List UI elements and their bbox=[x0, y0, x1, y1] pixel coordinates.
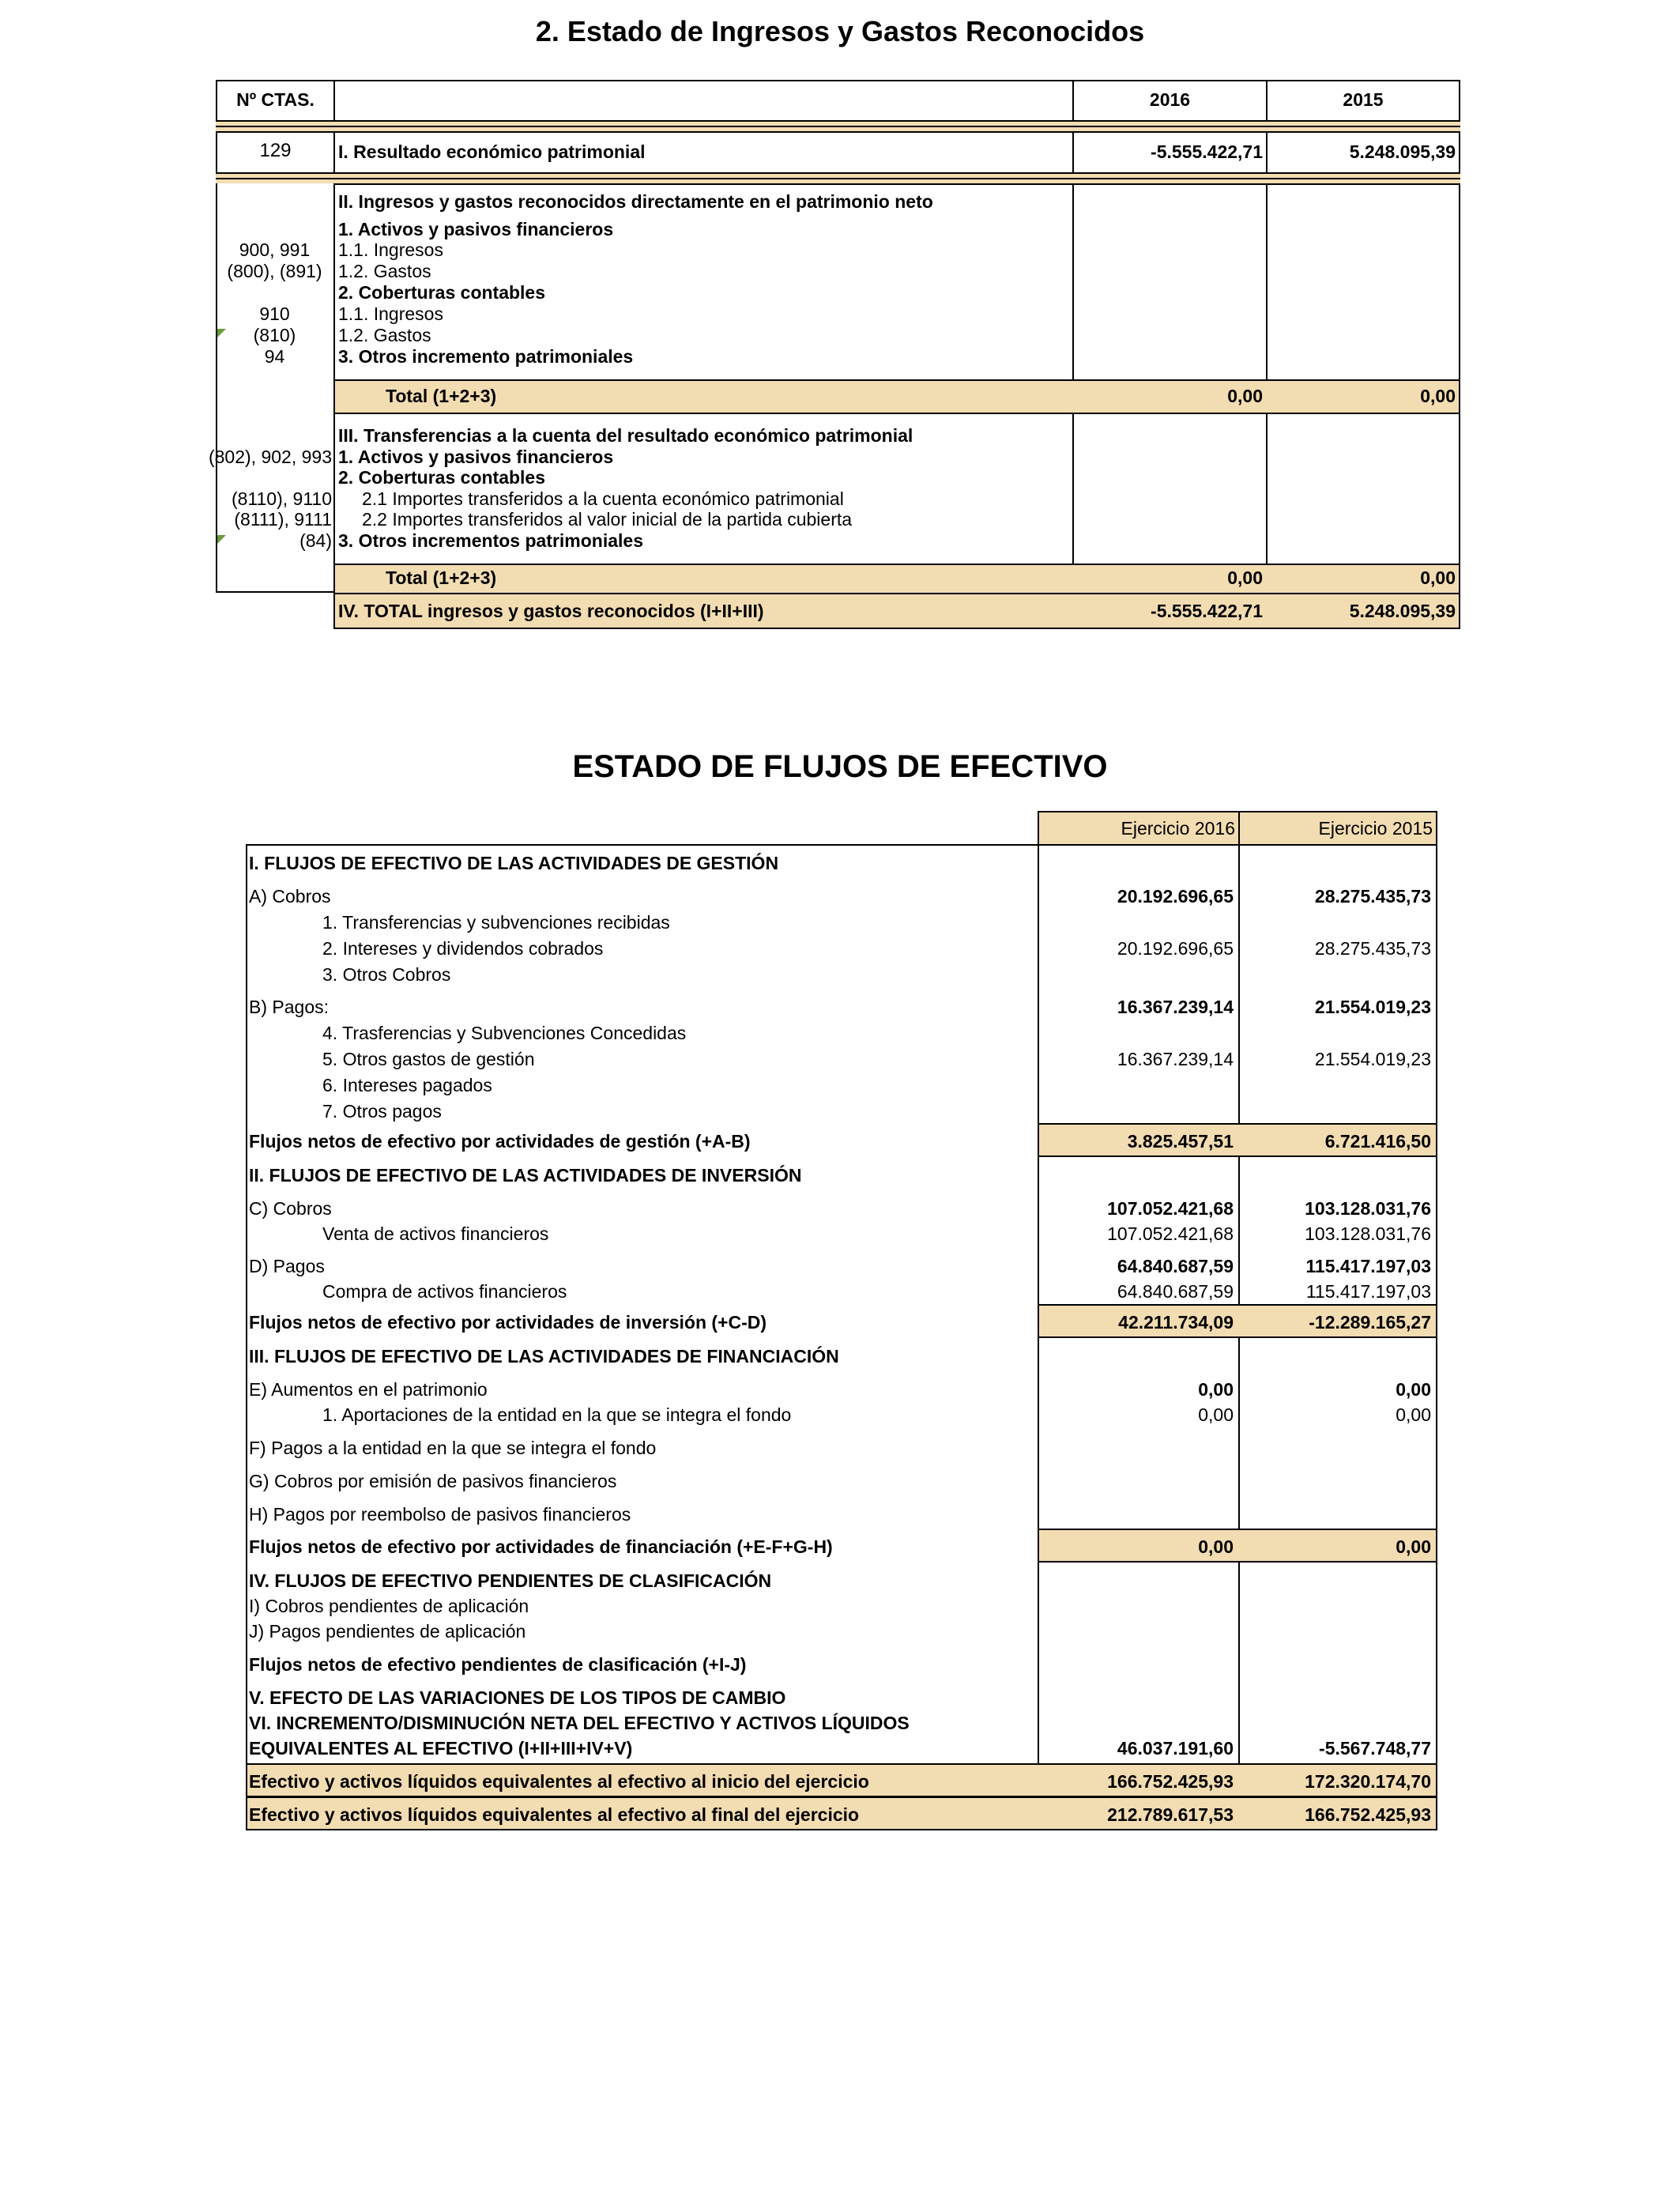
flow-row-label: Flujos netos de efectivo por actividades de inversión (+C-D) bbox=[249, 1312, 767, 1333]
flow-row-2015: 166.752.425,93 bbox=[1305, 1804, 1431, 1825]
flow-row-label: IV. FLUJOS DE EFECTIVO PENDIENTES DE CLASIFICACIÓN bbox=[249, 1570, 772, 1591]
flow-row-label: I) Cobros pendientes de aplicación bbox=[249, 1596, 529, 1616]
flow-row-label: V. EFECTO DE LAS VARIACIONES DE LOS TIPOS DE CAMBIO bbox=[249, 1687, 786, 1708]
flow-row-2016: 64.840.687,59 bbox=[1117, 1256, 1234, 1276]
flow-row-2016: 166.752.425,93 bbox=[1107, 1771, 1234, 1792]
flow-row-2016: 0,00 bbox=[1198, 1536, 1234, 1557]
flow-row-label: VI. INCREMENTO/DISMINUCIÓN NETA DEL EFECTIVO Y ACTIVOS LÍQUIDOS bbox=[249, 1713, 910, 1733]
flow-row-label: H) Pagos por reembolso de pasivos financieros bbox=[249, 1504, 631, 1525]
block-III-line: 2.2 Importes transferidos al valor inicial de la partida cubierta bbox=[362, 509, 853, 530]
block-III-line: 3. Otros incrementos patrimoniales bbox=[338, 530, 644, 551]
flow-row-2015: -5.567.748,77 bbox=[1319, 1738, 1431, 1759]
flow-row-label: D) Pagos bbox=[249, 1256, 325, 1276]
flow-row-2016: 20.192.696,65 bbox=[1117, 938, 1234, 959]
block-II-ctas: 910 bbox=[259, 303, 290, 324]
block-III-line: 1. Activos y pasivos financieros bbox=[338, 447, 614, 467]
flow-row-label: I. FLUJOS DE EFECTIVO DE LAS ACTIVIDADES DE GESTIÓN bbox=[249, 853, 779, 873]
flow-row-2016: 212.789.617,53 bbox=[1107, 1804, 1234, 1825]
flow-row-2016: 42.211.734,09 bbox=[1118, 1312, 1234, 1333]
header-2016: 2016 bbox=[1149, 89, 1191, 110]
flow-row-label: EQUIVALENTES AL EFECTIVO (I+II+III+IV+V) bbox=[249, 1738, 633, 1759]
flow-row-label: Efectivo y activos líquidos equivalentes al efectivo al final del ejercicio bbox=[249, 1804, 860, 1825]
flow-row-2015: -12.289.165,27 bbox=[1309, 1312, 1431, 1333]
flow-row-label: 1. Aportaciones de la entidad en la que se integra el fondo bbox=[322, 1404, 792, 1425]
flow-row-2015: 21.554.019,23 bbox=[1314, 1049, 1431, 1069]
flow-row-2015: 0,00 bbox=[1396, 1404, 1431, 1425]
flow-row-2015: 172.320.174,70 bbox=[1305, 1771, 1431, 1792]
flow-row-label: J) Pagos pendientes de aplicación bbox=[249, 1621, 526, 1642]
block-II-total-2015: 0,00 bbox=[1420, 386, 1456, 406]
block-III-total-2016: 0,00 bbox=[1227, 567, 1263, 588]
block-II-line: 1.2. Gastos bbox=[338, 325, 431, 345]
row-I-ctas: 129 bbox=[259, 140, 292, 161]
block-II-total-2016: 0,00 bbox=[1227, 386, 1263, 406]
block-II-line: 1.2. Gastos bbox=[338, 261, 431, 281]
flow-row-2015: 115.417.197,03 bbox=[1305, 1256, 1431, 1276]
comment-marker-icon bbox=[217, 329, 226, 337]
flow-row-2015: 21.554.019,23 bbox=[1314, 997, 1431, 1017]
flow-row-2016: 3.825.457,51 bbox=[1127, 1131, 1234, 1152]
block-III-ctas: (84) bbox=[299, 530, 332, 551]
s2-header-2015: Ejercicio 2015 bbox=[1318, 818, 1433, 839]
flow-row-label: 6. Intereses pagados bbox=[322, 1075, 492, 1095]
flow-row-label: Flujos netos de efectivo por actividades de financiación (+E-F+G-H) bbox=[249, 1536, 833, 1557]
header-ctas: Nº CTAS. bbox=[236, 89, 315, 110]
flow-row-label: B) Pagos: bbox=[249, 997, 329, 1017]
block-III-ctas: (8111), 9111 bbox=[234, 509, 332, 530]
flow-row-label: 7. Otros pagos bbox=[322, 1101, 442, 1122]
flow-row-label: G) Cobros por emisión de pasivos financieros bbox=[249, 1471, 617, 1491]
flow-row-label: 5. Otros gastos de gestión bbox=[322, 1049, 535, 1069]
block-II-line: 1.1. Ingresos bbox=[338, 303, 443, 324]
flow-row-2016: 20.192.696,65 bbox=[1117, 886, 1234, 907]
block-III-ctas: (802), 902, 993 bbox=[208, 447, 332, 467]
block-II-ctas: 94 bbox=[264, 346, 285, 367]
block-II-line: 2. Coberturas contables bbox=[338, 282, 546, 303]
header-2015: 2015 bbox=[1343, 89, 1384, 110]
block-II-line: 1. Activos y pasivos financieros bbox=[338, 219, 614, 239]
block-III-title: III. Transferencias a la cuenta del resultado económico patrimonial bbox=[338, 425, 913, 446]
flow-row-2015: 103.128.031,76 bbox=[1305, 1198, 1431, 1219]
flow-row-label: 1. Transferencias y subvenciones recibidas bbox=[322, 912, 670, 933]
section1-title: 2. Estado de Ingresos y Gastos Reconocidos bbox=[535, 15, 1145, 47]
flow-row-label: Compra de activos financieros bbox=[322, 1281, 567, 1302]
flow-row-2016: 46.037.191,60 bbox=[1117, 1738, 1234, 1759]
flow-row-label: 4. Trasferencias y Subvenciones Concedidas bbox=[322, 1023, 687, 1043]
row-I-2015: 5.248.095,39 bbox=[1349, 141, 1456, 162]
row-I-label: I. Resultado económico patrimonial bbox=[338, 141, 646, 162]
block-II-ctas: 900, 991 bbox=[239, 239, 311, 260]
flow-row-label: Flujos netos de efectivo pendientes de clasificación (+I-J) bbox=[249, 1654, 747, 1675]
block-III-line: 2. Coberturas contables bbox=[338, 467, 546, 488]
block-II-line: 3. Otros incremento patrimoniales bbox=[338, 346, 634, 367]
block-III-line: 2.1 Importes transferidos a la cuenta económico patrimonial bbox=[362, 488, 844, 509]
row-IV-label: IV. TOTAL ingresos y gastos reconocidos (I+II+III) bbox=[338, 601, 764, 621]
flow-row-label: Venta de activos financieros bbox=[322, 1223, 549, 1244]
row-I-2016: -5.555.422,71 bbox=[1151, 141, 1263, 162]
flow-row-label: A) Cobros bbox=[249, 886, 331, 907]
flow-row-label: Flujos netos de efectivo por actividades de gestión (+A-B) bbox=[249, 1131, 751, 1152]
flow-row-label: Efectivo y activos líquidos equivalentes al efectivo al inicio del ejercicio bbox=[249, 1771, 869, 1792]
flow-row-2015: 6.721.416,50 bbox=[1324, 1131, 1431, 1152]
block-II-total-label: Total (1+2+3) bbox=[386, 386, 497, 406]
comment-marker-icon bbox=[217, 535, 226, 544]
flow-row-2015: 28.275.435,73 bbox=[1314, 938, 1431, 959]
s2-header-2016: Ejercicio 2016 bbox=[1121, 818, 1235, 839]
block-III-total-2015: 0,00 bbox=[1420, 567, 1456, 588]
flow-row-2015: 103.128.031,76 bbox=[1305, 1223, 1431, 1244]
flow-row-label: 2. Intereses y dividendos cobrados bbox=[322, 938, 604, 959]
block-II-line: 1.1. Ingresos bbox=[338, 239, 443, 260]
flow-row-2015: 0,00 bbox=[1396, 1379, 1431, 1400]
flow-row-2016: 0,00 bbox=[1198, 1379, 1234, 1400]
block-III-total-label: Total (1+2+3) bbox=[386, 567, 497, 588]
row-IV-2016: -5.555.422,71 bbox=[1151, 601, 1263, 621]
flow-row-2015: 0,00 bbox=[1396, 1536, 1431, 1557]
flow-row-2016: 107.052.421,68 bbox=[1107, 1223, 1234, 1244]
flow-row-2016: 16.367.239,14 bbox=[1117, 997, 1234, 1017]
flow-row-label: F) Pagos a la entidad en la que se integra el fondo bbox=[249, 1438, 657, 1458]
section2-title: ESTADO DE FLUJOS DE EFECTIVO bbox=[572, 749, 1108, 784]
flow-row-label: 3. Otros Cobros bbox=[322, 964, 451, 985]
flow-row-label: E) Aumentos en el patrimonio bbox=[249, 1379, 488, 1400]
flow-row-label: II. FLUJOS DE EFECTIVO DE LAS ACTIVIDADES DE INVERSIÓN bbox=[249, 1165, 802, 1186]
flow-row-2015: 115.417.197,03 bbox=[1305, 1281, 1431, 1302]
block-II-title: II. Ingresos y gastos reconocidos directamente en el patrimonio neto bbox=[338, 191, 933, 212]
block-II-ctas: (800), (891) bbox=[227, 261, 322, 281]
flow-row-2016: 107.052.421,68 bbox=[1107, 1198, 1234, 1219]
row-IV-2015: 5.248.095,39 bbox=[1349, 601, 1456, 621]
block-II-ctas: (810) bbox=[253, 325, 296, 345]
flow-row-2016: 64.840.687,59 bbox=[1117, 1281, 1234, 1302]
flow-row-label: III. FLUJOS DE EFECTIVO DE LAS ACTIVIDADES DE FINANCIACIÓN bbox=[249, 1346, 839, 1367]
block-III-ctas: (8110), 9110 bbox=[231, 488, 332, 509]
flow-row-label: C) Cobros bbox=[249, 1198, 332, 1219]
flow-row-2016: 0,00 bbox=[1198, 1404, 1234, 1425]
flow-row-2016: 16.367.239,14 bbox=[1117, 1049, 1234, 1069]
flow-row-2015: 28.275.435,73 bbox=[1314, 886, 1431, 907]
